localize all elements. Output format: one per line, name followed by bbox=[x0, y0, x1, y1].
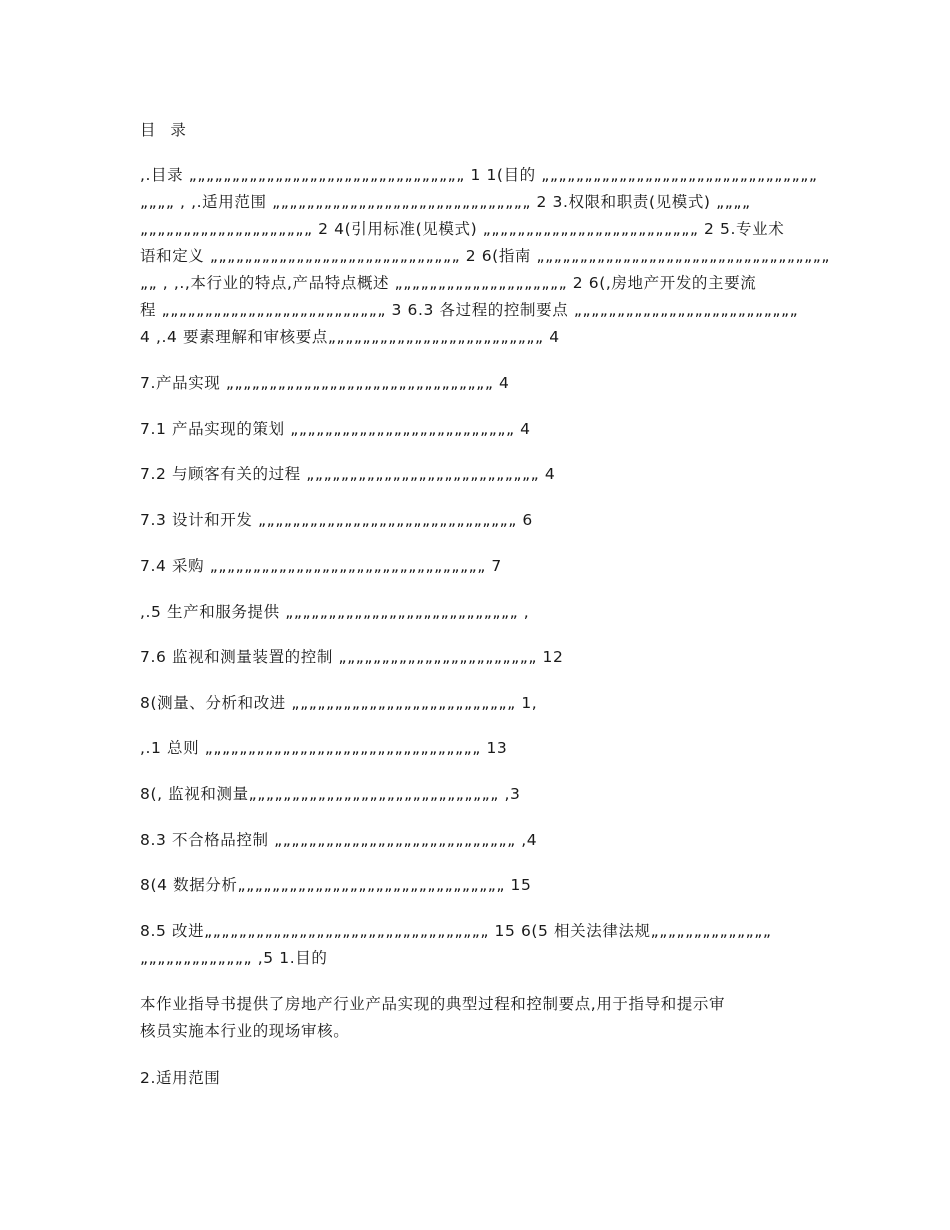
toc-entry: 8(测量、分析和改进 „„„„„„„„„„„„„„„„„„„„„„„„„„ 1, bbox=[140, 694, 538, 712]
toc-block-line: 4 ,.4 要素理解和审核要点„„„„„„„„„„„„„„„„„„„„„„„„„ 4 bbox=[140, 328, 560, 346]
body-paragraph-line: 核员实施本行业的现场审核。 bbox=[140, 1022, 350, 1040]
toc-entry: 7.3 设计和开发 „„„„„„„„„„„„„„„„„„„„„„„„„„„„„„ 6 bbox=[140, 511, 533, 529]
toc-entry: 7.1 产品实现的策划 „„„„„„„„„„„„„„„„„„„„„„„„„„ 4 bbox=[140, 420, 531, 438]
section-heading: 2.适用范围 bbox=[140, 1069, 221, 1087]
toc-entry: 7.产品实现 „„„„„„„„„„„„„„„„„„„„„„„„„„„„„„„ 4 bbox=[140, 374, 510, 392]
toc-block-line: 语和定义 „„„„„„„„„„„„„„„„„„„„„„„„„„„„„ 2 6(指南 „„„„„„„„„„„„„„„„„„„„„„„„„„„„„„„„„„ bbox=[140, 247, 830, 265]
toc-entry: 8(, 监视和测量„„„„„„„„„„„„„„„„„„„„„„„„„„„„„ ,3 bbox=[140, 785, 521, 803]
toc-block-line: „„„„„„„„„„„„„„„„„„„„ 2 4(引用标准(见模式) „„„„„„„„„„„„„„„„„„„„„„„„„ 2 5.专业术 bbox=[140, 220, 785, 238]
toc-entry: ,.5 生产和服务提供 „„„„„„„„„„„„„„„„„„„„„„„„„„„ , bbox=[140, 603, 530, 621]
toc-entry: 8.3 不合格品控制 „„„„„„„„„„„„„„„„„„„„„„„„„„„„ ,4 bbox=[140, 831, 538, 849]
document-title: 目 录 bbox=[140, 121, 191, 139]
toc-entry: 7.4 采购 „„„„„„„„„„„„„„„„„„„„„„„„„„„„„„„„ 7 bbox=[140, 557, 502, 575]
toc-entry: 7.6 监视和测量装置的控制 „„„„„„„„„„„„„„„„„„„„„„„ 12 bbox=[140, 648, 564, 666]
toc-entry: 8(4 数据分析„„„„„„„„„„„„„„„„„„„„„„„„„„„„„„„ 15 bbox=[140, 876, 532, 894]
toc-block-line: „„ , ,.,本行业的特点,产品特点概述 „„„„„„„„„„„„„„„„„„„„ 2 6(,房地产开发的主要流 bbox=[140, 274, 757, 292]
toc-tail-line: „„„„„„„„„„„„„ ,5 1.目的 bbox=[140, 949, 328, 967]
toc-tail-line: 8.5 改进„„„„„„„„„„„„„„„„„„„„„„„„„„„„„„„„„ 15 6(5 相关法律法规„„„„„„„„„„„„„„ bbox=[140, 922, 772, 940]
body-paragraph-line: 本作业指导书提供了房地产行业产品实现的典型过程和控制要点,用于指导和提示审 bbox=[140, 995, 726, 1013]
toc-entry: ,.1 总则 „„„„„„„„„„„„„„„„„„„„„„„„„„„„„„„„ 13 bbox=[140, 739, 508, 757]
toc-block-line: „„„„ , ,.适用范围 „„„„„„„„„„„„„„„„„„„„„„„„„„„„„„ 2 3.权限和职责(见模式) „„„„ bbox=[140, 193, 751, 211]
toc-entry: 7.2 与顾客有关的过程 „„„„„„„„„„„„„„„„„„„„„„„„„„„ 4 bbox=[140, 465, 556, 483]
toc-block-line: 程 „„„„„„„„„„„„„„„„„„„„„„„„„„ 3 6.3 各过程的控制要点 „„„„„„„„„„„„„„„„„„„„„„„„„„ bbox=[140, 301, 799, 319]
toc-block-line: ,.目录 „„„„„„„„„„„„„„„„„„„„„„„„„„„„„„„„ 1 1(目的 „„„„„„„„„„„„„„„„„„„„„„„„„„„„„„„„ bbox=[140, 166, 818, 184]
